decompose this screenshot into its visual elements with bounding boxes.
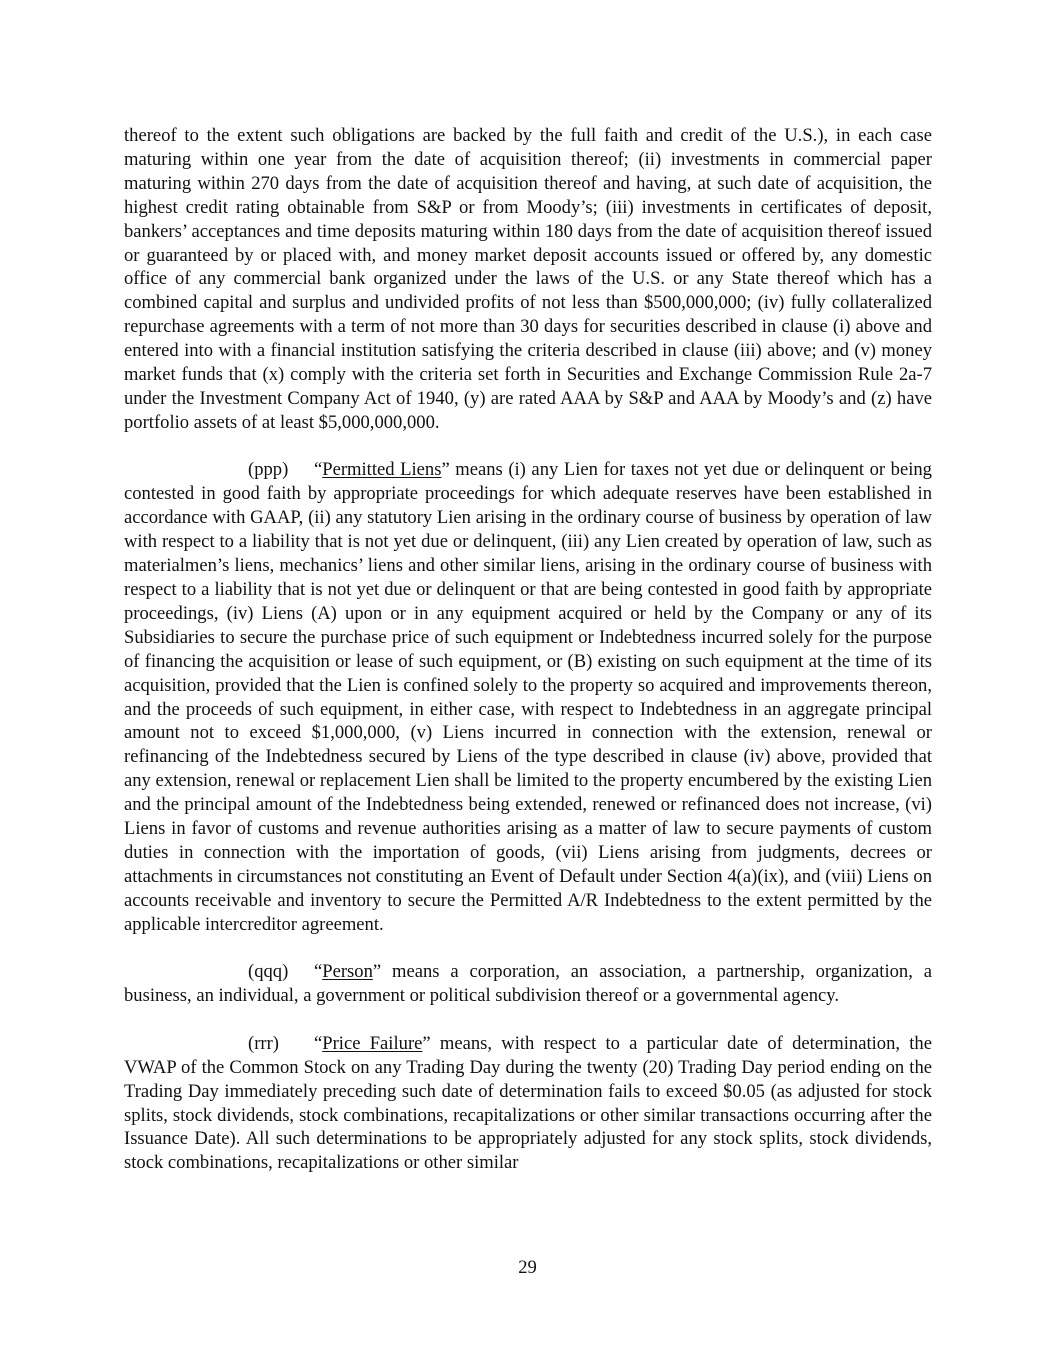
definition-person <box>124 960 932 1008</box>
definition-number: (rrr) <box>248 1032 279 1054</box>
document-page <box>124 124 932 1175</box>
open-quote: “ <box>314 459 323 481</box>
definition-permitted-liens <box>124 458 932 936</box>
open-quote: “ <box>314 1032 323 1054</box>
open-quote: “ <box>314 961 323 983</box>
page-number: 29 <box>518 1257 537 1278</box>
definition-number: (qqq) <box>248 961 289 983</box>
defined-term: Price Failure <box>322 1032 423 1054</box>
definition-price-failure <box>124 1032 932 1175</box>
defined-term: Person <box>322 961 373 983</box>
definition-body: ” means (i) any Lien for taxes not yet due or delinquent or being contested in good faith by appropriate proceedings for which adequate reserves have been established in accordance with GAAP, (ii) any statutory Lien arising in the ordinary course of business by operation of law with respect to a liability that is not yet due or delinquent, (iii) any Lien created by operation of law, such as materialmen’s liens, mechanics’ liens and other similar liens, arising in the ordinary course of business with respect to a liability that is not yet due or delinquent or that are being contested in good faith by appropriate proceedings, (iv) Liens (A) upon or in any equipment acquired or held by the Company or any of its Subsidiaries to secure the purchase price of such equipment or Indebtedness incurred solely for the purpose of financing the acquisition or lease of such equipment, or (B) existing on such equipment at the time of its acquisition, provided that the Lien is confined solely to the property so acquired and improvements thereon, and the proceeds of such equipment, in either case, with respect to Indebtedness in an aggregate principal amount not to exceed $1,000,000, (v) Liens incurred in connection with the extension, renewal or refinancing of the Indebtedness secured by Liens of the type described in clause (iv) above, provided that any extension, renewal or replacement Lien shall be limited to the property encumbered by the existing Lien and the principal amount of the Indebtedness being extended, renewed or refinanced does not increase, (vi) Liens in favor of customs and revenue authorities arising as a matter of law to secure payments of custom duties in connection with the importation of goods, (vii) Liens arising from judgments, decrees or attachments in circumstances not constituting an Event of Default under Section 4(a)(ix), and (viii) Liens on accounts receivable and inventory to secure the Permitted A/R Indebtedness to the extent permitted by the applicable intercreditor agreement. <box>124 459 932 935</box>
continuation-paragraph: thereof to the extent such obligations are backed by the full faith and credit of the U.S.), in each case maturing within one year from the date of acquisition thereof; (ii) investments in commercial paper maturing within 270 days from the date of acquisition thereof and having, at such date of acquisition, the highest credit rating obtainable from S&P or from Moody’s; (iii) investments in certificates of deposit, bankers’ acceptances and time deposits maturing within 180 days from the date of acquisition thereof issued or guaranteed by or placed with, and money market deposit accounts issued or offered by, any domestic office of any commercial bank organized under the laws of the U.S. or any State thereof which has a combined capital and surplus and undivided profits of not less than $500,000,000; (iv) fully collateralized repurchase agreements with a term of not more than 30 days for securities described in clause (i) above and entered into with a financial institution satisfying the criteria described in clause (iii) above; and (v) money market funds that (x) comply with the criteria set forth in Securities and Exchange Commission Rule 2a-7 under the Investment Company Act of 1940, (y) are rated AAA by S&P and AAA by Moody’s and (z) have portfolio assets of at least $5,000,000,000. <box>124 125 932 433</box>
defined-term: Permitted Liens <box>322 459 442 481</box>
definition-number: (ppp) <box>248 459 289 481</box>
definition-body: ” means a corporation, an association, a partnership, organization, a business, an individual, a government or political subdivision thereof or a governmental agency. <box>124 961 932 1007</box>
definition-body: ” means, with respect to a particular date of determination, the VWAP of the Common Stock on any Trading Day during the twenty (20) Trading Day period ending on the Trading Day immediately preceding such date of determination fails to exceed $0.05 (as adjusted for stock splits, stock dividends, stock combinations, recapitalizations or other similar transactions occurring after the Issuance Date). All such determinations to be appropriately adjusted for any stock splits, stock dividends, stock combinations, recapitalizations or other similar <box>124 1032 932 1174</box>
